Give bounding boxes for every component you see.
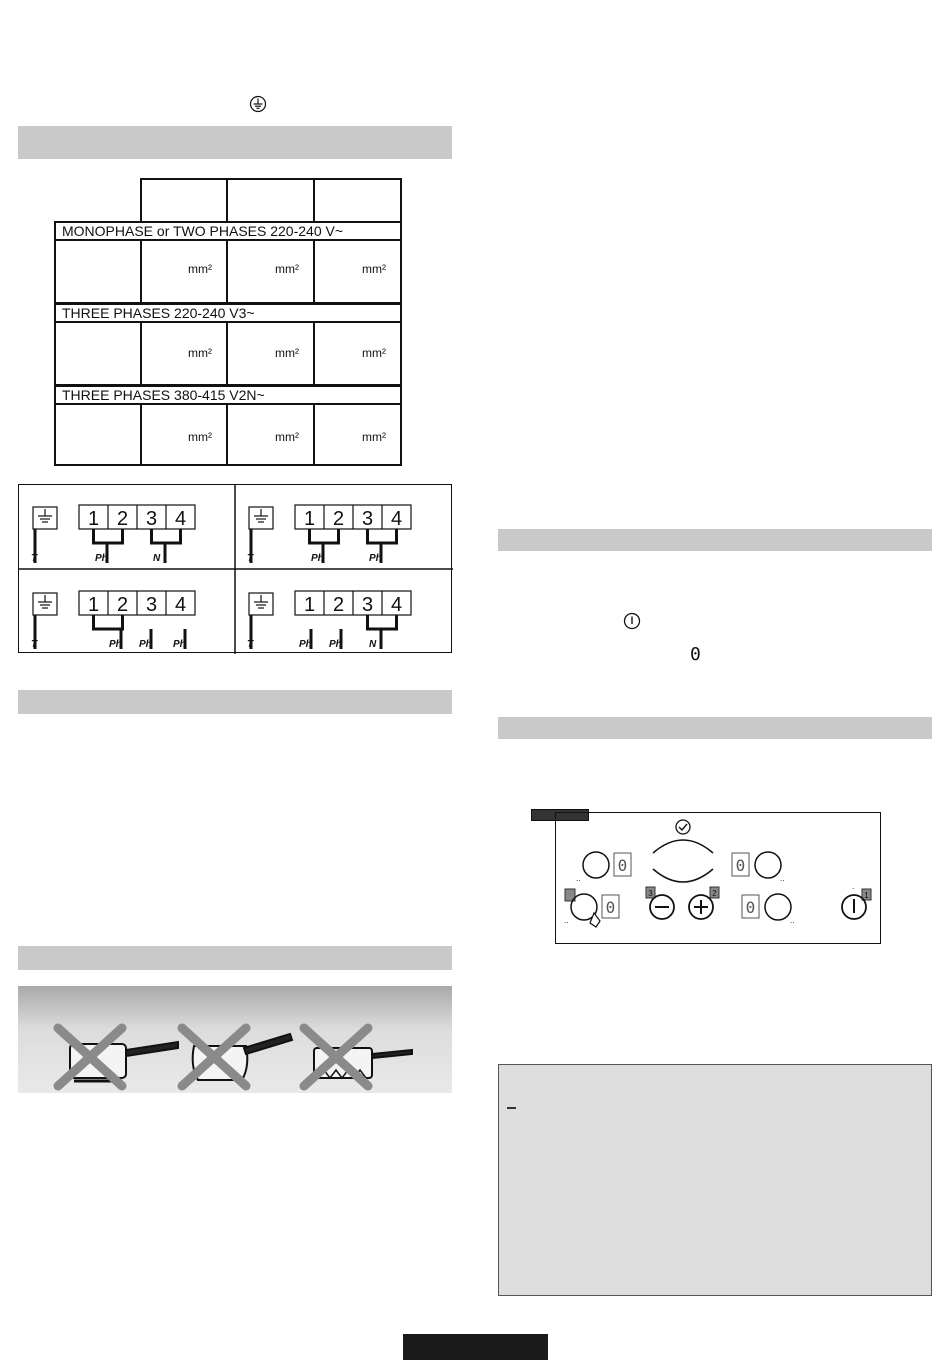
wire-label: Ph: [369, 553, 382, 564]
earth-label: T: [31, 553, 38, 564]
wire-label: Ph: [173, 639, 186, 650]
unit-label: mm²: [362, 346, 386, 360]
bridge: [94, 615, 123, 629]
terminal-number: 4: [174, 594, 187, 616]
terminal-number: 2: [332, 594, 345, 616]
unit-label: mm²: [362, 430, 386, 444]
unit-label: mm²: [188, 262, 212, 276]
wiring-diagram-graphics: [19, 485, 453, 654]
svg-text:3: 3: [648, 889, 653, 898]
svg-text:0: 0: [745, 898, 756, 917]
note-box: [498, 1064, 932, 1296]
bridge: [368, 529, 397, 543]
terminal-number: 3: [145, 594, 158, 616]
unit-label: mm²: [188, 346, 212, 360]
bridge: [368, 615, 397, 629]
terminal-number: 1: [303, 594, 316, 616]
wire-label: Ph: [139, 639, 152, 650]
terminal-number: 2: [116, 594, 129, 616]
svg-text:..: ..: [780, 874, 785, 883]
svg-text:1: 1: [864, 891, 869, 900]
earth-ground-icon: [249, 95, 267, 113]
panel-graphics: [556, 813, 882, 945]
terminal-number: 2: [332, 508, 345, 530]
terminal-number: 4: [174, 508, 187, 530]
wire-label: N: [153, 553, 161, 564]
pan-drawings: [18, 986, 452, 1093]
unit-label: mm²: [362, 262, 386, 276]
control-panel-diagram: [555, 812, 881, 944]
terminal-number: 3: [361, 594, 374, 616]
timer-check-icon: [676, 820, 690, 834]
terminal-number: 4: [390, 594, 403, 616]
svg-text:..: ..: [564, 916, 569, 925]
unit-label: mm²: [275, 262, 299, 276]
svg-text:0: 0: [617, 856, 628, 875]
terminal-number: 1: [303, 508, 316, 530]
terminal-number: 3: [145, 508, 158, 530]
hand-pointer-icon: [590, 913, 600, 927]
terminal-number: 1: [87, 508, 100, 530]
section-band-connection: [18, 126, 452, 159]
wire-label: Ph: [329, 639, 342, 650]
earth-label: T: [247, 553, 254, 564]
power-icon: [623, 612, 641, 630]
note-dash: [507, 1107, 516, 1109]
wire-label: Ph: [95, 553, 108, 564]
phase-row-label: THREE PHASES 220-240 V3~: [54, 303, 402, 323]
earth-label: T: [247, 639, 254, 650]
wire-label: N: [369, 639, 377, 650]
bridge: [310, 529, 339, 543]
bridge: [152, 529, 181, 543]
section-band-right-1: [498, 529, 932, 551]
svg-text:0: 0: [605, 898, 616, 917]
terminal-number: 4: [390, 508, 403, 530]
wire-label: Ph: [299, 639, 312, 650]
svg-text:..: ..: [576, 874, 581, 883]
phase-row-label: MONOPHASE or TWO PHASES 220-240 V~: [54, 221, 402, 241]
cable-section-table: [54, 178, 402, 466]
earth-label: T: [31, 639, 38, 650]
unit-label: mm²: [188, 430, 212, 444]
wire-label: Ph: [109, 639, 122, 650]
terminal-number: 2: [116, 508, 129, 530]
svg-text:.: .: [852, 882, 855, 891]
svg-text:0: 0: [735, 856, 746, 875]
svg-text:..: ..: [790, 916, 795, 925]
unit-label: mm²: [275, 430, 299, 444]
terminal-number: 1: [87, 594, 100, 616]
phase-row-label: THREE PHASES 380-415 V2N~: [54, 385, 402, 405]
zero-display-symbol: 0: [690, 644, 701, 665]
unit-label: mm²: [275, 346, 299, 360]
wire-label: Ph: [311, 553, 324, 564]
unsuitable-pans-illustration: [18, 986, 452, 1093]
svg-text:2: 2: [712, 889, 717, 898]
section-band-right-2: [498, 717, 932, 739]
wiring-diagrams: [18, 484, 452, 653]
bridge: [94, 529, 123, 543]
page-footer-bar: [403, 1334, 548, 1360]
terminal-number: 3: [361, 508, 374, 530]
section-band-left-2: [18, 690, 452, 714]
section-band-left-3: [18, 946, 452, 970]
